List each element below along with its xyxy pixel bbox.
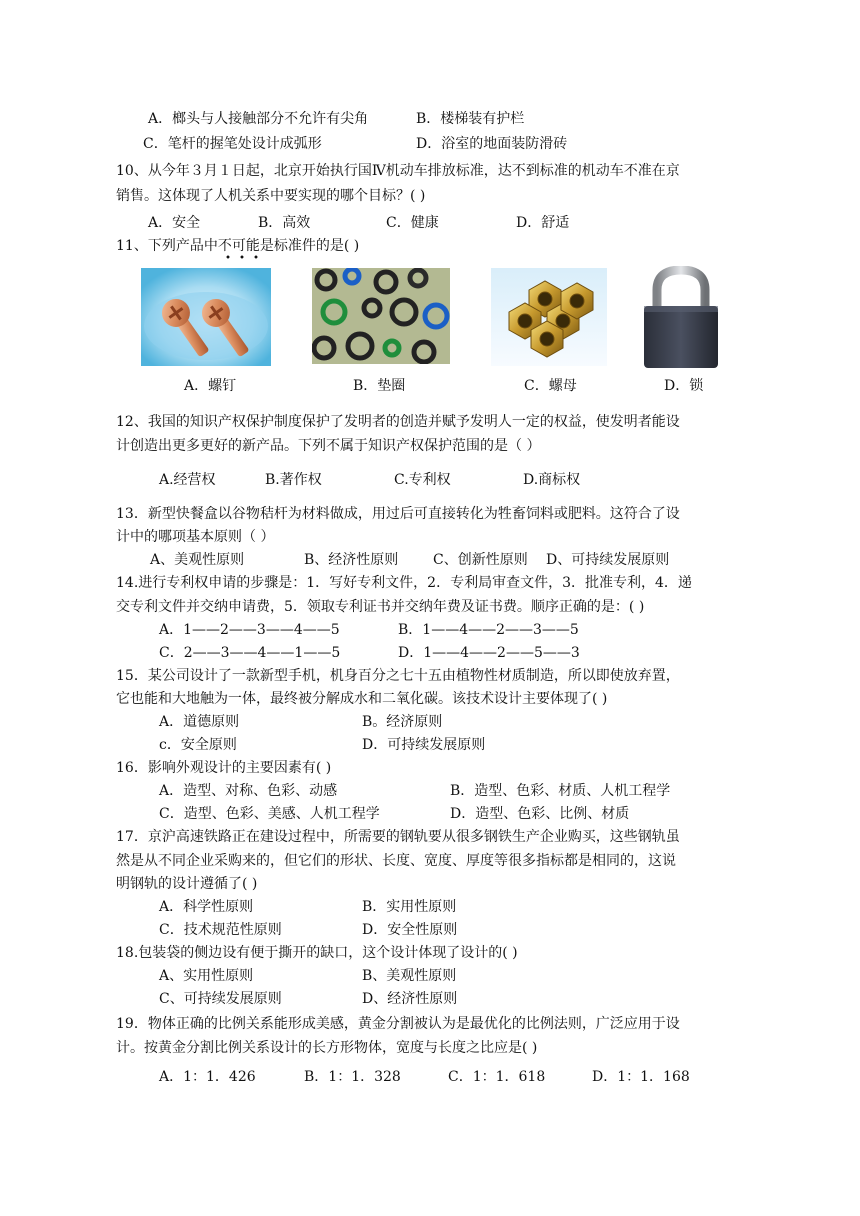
q13-line-1: 13．新型快餐盒以谷物秸杆为材料做成，用过后可直接转化为牲畜饲料或肥料。这符合了设 <box>116 506 680 522</box>
q14-option-d: D．1——4——2——5——3 <box>398 645 580 661</box>
q19-line-2: 计。按黄金分割比例关系设计的长方形物体，宽度与长度之比应是( ) <box>116 1040 538 1056</box>
q16-line-1: 16．影响外观设计的主要因素有( ) <box>116 760 332 776</box>
q14-option-c: C．2——3——4——1——5 <box>159 645 341 661</box>
q12-option-a: A.经营权 <box>159 472 216 488</box>
q10-line-1: 10、从今年３月１日起，北京开始执行国Ⅳ机动车排放标准，达不到标准的机动车不准在京 <box>116 163 680 179</box>
q11-caption-b: B．垫圈 <box>353 378 406 394</box>
q17-line-2: 然是从不同企业采购来的，但它们的形状、长度、宽度、厚度等很多指标都是相同的，这说 <box>116 853 676 869</box>
q15-line-1: 15．某公司设计了一款新型手机，机身百分之七十五由植物性材质制造，所以即使放弃置， <box>116 668 680 684</box>
q10-option-a: A．安全 <box>148 215 201 231</box>
q14-line-1: 14.进行专利权申请的步骤是：1．写好专利文件，2．专利局审查文件，3．批准专利，4．递 <box>116 575 692 591</box>
q10-option-b: B．高效 <box>258 215 311 231</box>
q18-option-c: C、可持续发展原则 <box>159 991 282 1007</box>
q14-option-b: B．1——4——2——3——5 <box>398 622 579 638</box>
q13-option-a: A、美观性原则 <box>150 552 245 568</box>
q12-option-c: C.专利权 <box>394 472 451 488</box>
q19-option-a: A．1：1．426 <box>159 1069 256 1085</box>
q17-option-c: C．技术规范性原则 <box>159 922 282 938</box>
q15-option-d: D．可持续发展原则 <box>362 737 486 753</box>
q19-option-b: B．1：1．328 <box>304 1069 401 1085</box>
q13-option-c: C、创新性原则 <box>433 552 528 568</box>
q12-line-2: 计创造出更多更好的新产品。下列不属于知识产权保护范围的是（ ） <box>116 438 541 454</box>
q17-line-1: 17．京沪高速铁路正在建设过程中，所需要的钢轨要从很多钢铁生产企业购买，这些钢轨虽 <box>116 829 680 845</box>
q16-option-c: C．造型、色彩、美感、人机工程学 <box>159 806 380 822</box>
q11-caption-c: C．螺母 <box>524 378 577 394</box>
q9-option-a: A．榔头与人接触部分不允许有尖角 <box>148 111 369 127</box>
q19-option-d: D．1：1．168 <box>592 1069 690 1085</box>
q19-line-1: 19．物体正确的比例关系能形成美感，黄金分割被认为是最优化的比例法则，广泛应用于设 <box>116 1016 680 1032</box>
q19-option-c: C．1：1．618 <box>448 1069 546 1085</box>
q17-option-d: D．安全性原则 <box>362 922 458 938</box>
nuts-image <box>491 268 607 366</box>
q16-option-d: D．造型、色彩、比例、材质 <box>450 806 630 822</box>
q15-option-b: B。经济原则 <box>362 714 443 730</box>
q16-option-b: B．造型、色彩、材质、人机工程学 <box>450 783 671 799</box>
q14-option-a: A．1——2——3——4——5 <box>159 622 340 638</box>
q15-line-2: 它也能和大地触为一体，最终被分解成水和二氧化碳。该技术设计主要体现了( ) <box>116 691 608 707</box>
q18-line-1: 18.包装袋的侧边设有便于撕开的缺口，这个设计体现了设计的( ) <box>116 945 518 961</box>
q11-caption-d: D．锁 <box>664 378 704 394</box>
q11-prefix: 11、下列产品中 <box>116 238 218 254</box>
q11-caption-a: A．螺钉 <box>184 378 237 394</box>
q10-line-2: 销售。这体现了人机关系中要实现的哪个目标？( ) <box>116 188 426 204</box>
q9-option-c: C．笔杆的握笔处设计成弧形 <box>143 136 322 152</box>
washers-image <box>312 268 450 364</box>
q15-option-c: c．安全原则 <box>159 737 237 753</box>
q10-option-c: C．健康 <box>386 215 439 231</box>
q12-option-b: B.著作权 <box>265 472 322 488</box>
screws-image <box>141 268 271 366</box>
q11-emphasis: 不可能 <box>217 238 260 254</box>
q11-question <box>116 237 359 255</box>
q18-option-d: D、经济性原则 <box>362 991 458 1007</box>
q17-line-3: 明钢轨的设计遵循了( ) <box>116 876 258 892</box>
q17-option-b: B．实用性原则 <box>362 899 457 915</box>
q14-line-2: 交专利文件并交纳申请费，5．领取专利证书并交纳年费及证书费。顺序正确的是：( ) <box>116 599 645 615</box>
q13-option-d: D、可持续发展原则 <box>546 552 670 568</box>
q10-option-d: D．舒适 <box>516 215 570 231</box>
q13-line-2: 计中的哪项基本原则（ ） <box>116 529 275 545</box>
q18-option-b: B、美观性原则 <box>362 968 457 984</box>
q16-option-a: A．造型、对称、色彩、动感 <box>159 783 338 799</box>
q15-option-a: A．道德原则 <box>159 714 240 730</box>
q18-option-a: A、实用性原则 <box>159 968 254 984</box>
q13-option-b: B、经济性原则 <box>304 552 399 568</box>
q12-option-d: D.商标权 <box>523 472 581 488</box>
q12-line-1: 12、我国的知识产权保护制度保护了发明者的创造并赋予发明人一定的权益，使发明者能设 <box>116 414 680 430</box>
q9-option-d: D．浴室的地面装防滑砖 <box>416 136 568 152</box>
q9-option-b: B．楼梯装有护栏 <box>416 111 525 127</box>
q11-suffix: 是标准件的是( ) <box>259 238 360 254</box>
padlock-image <box>639 266 723 370</box>
q17-option-a: A．科学性原则 <box>159 899 254 915</box>
